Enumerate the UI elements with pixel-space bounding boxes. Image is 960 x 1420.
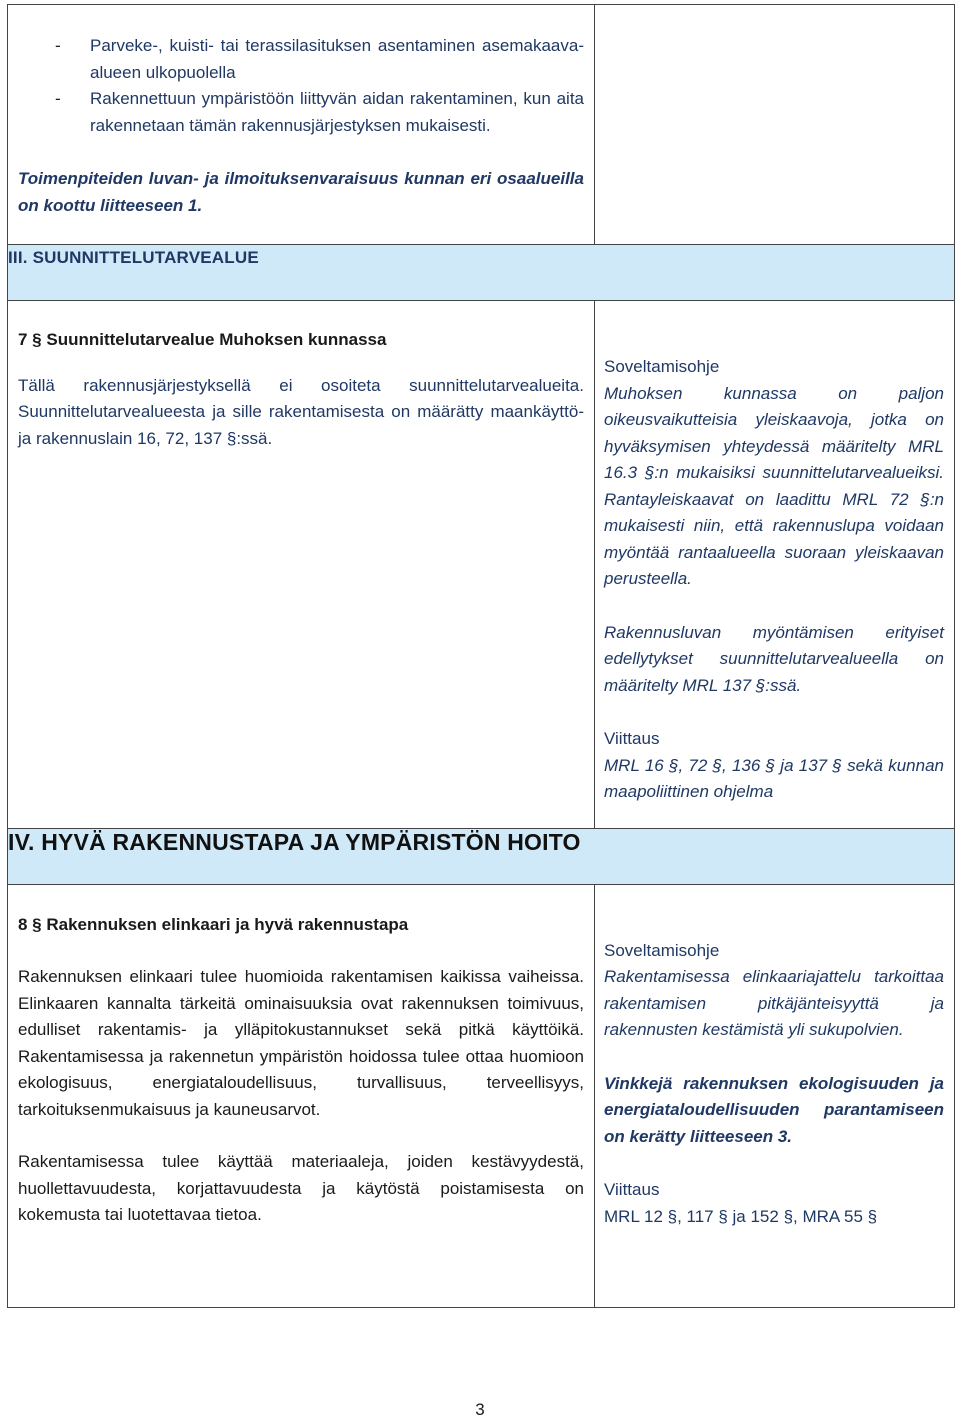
section-4-sidebar-cell <box>595 884 955 1307</box>
guidance-text: Rakentamisessa elinkaariajattelu tarkoittaa rakentamisen pitkäjänteisyyttä ja rakennusten kestämistä yli sukupolvien. <box>604 967 944 1039</box>
section-8-title: 8 § Rakennuksen elinkaari ja hyvä rakennustapa <box>18 914 409 934</box>
guidance-text: Muhoksen kunnassa on paljon oikeusvaikutteisia yleiskaavoja, jotka on hyväksymisen yhteydessä määritelty MRL 16.3 §:n mukaisiksi suunnittelutarvealueiksi. Rantayleiskaavat on laadittu MRL 72 §:n mukaisesti niin, että rakennuslupa voidaan myöntää rantaalueella suoraan yleiskaavan perusteella. <box>604 383 944 588</box>
section-3-heading: III. SUUNNITTELUTARVEALUE <box>8 245 955 301</box>
section-4-main-cell <box>8 884 595 1307</box>
page-number: 3 <box>475 1400 485 1419</box>
guidance-text-2: Rakennusluvan myöntämisen erityiset edellytykset suunnittelutarvealueella on määritelty MRL 137 §:ssä. <box>604 622 944 695</box>
section-7-title: 7 § Suunnittelutarvealue Muhoksen kunnassa <box>18 330 387 349</box>
measure-list <box>18 33 584 139</box>
section-3-sidebar-cell <box>595 301 955 829</box>
reference-text: MRL 16 §, 72 §, 136 § ja 137 § sekä kunnan maapoliittinen ohjelma <box>604 755 944 801</box>
reference-label: Viittaus <box>604 1180 660 1199</box>
intro-side-cell <box>595 5 955 245</box>
section-4-band-row <box>8 828 955 884</box>
intro-row <box>8 5 955 245</box>
section-3-row <box>8 301 955 829</box>
section-3-band-row <box>8 245 955 301</box>
list-item: - Parveke-, kuisti- tai terassilasituksen asentaminen asemakaava-alueen ulkopuolella <box>55 36 584 82</box>
reference-label: Viittaus <box>604 729 660 748</box>
section-3-main-cell <box>8 301 595 829</box>
section-8-paragraph-2: Rakentamisessa tulee käyttää materiaaleja, joiden kestävyydestä, huollettavuudesta, korjattavuudesta ja käytöstä poistamisesta on kokemusta tai luotettavaa tietoa. <box>18 1152 584 1224</box>
section-4-heading: IV. HYVÄ RAKENNUSTAPA JA YMPÄRISTÖN HOITO <box>8 828 955 884</box>
appendix-tip: Vinkkejä rakennuksen ekologisuuden ja energiataloudellisuuden parantamiseen on kerätty liitteeseen 3. <box>604 1073 944 1146</box>
regulation-table <box>7 4 955 1308</box>
reference-text: MRL 12 §, 117 § ja 152 §, MRA 55 § <box>604 1206 878 1226</box>
guidance-label: Soveltamisohje <box>604 940 720 960</box>
list-item: - Rakennettuun ympäristöön liittyvän aidan rakentaminen, kun aita rakennetaan tämän rakennusjärjestyksen mukaisesti. <box>55 89 584 135</box>
guidance-label: Soveltamisohje <box>604 357 720 376</box>
section-4-row <box>8 884 955 1307</box>
appendix-note: Toimenpiteiden luvan- ja ilmoituksenvaraisuus kunnan eri osaalueilla on koottu liitteeseen 1. <box>18 169 584 215</box>
section-8-paragraph-1: Rakennuksen elinkaari tulee huomioida rakentamisen kaikissa vaiheissa. Elinkaaren kannalta tärkeitä ominaisuuksia ovat rakennuksen toimivuus, edulliset rakentamis- ja ylläpitokustannukset sekä pitkä käyttöikä. Rakentamisessa ja rakennetun ympäristön hoidossa tulee ottaa huomioon ekologisuus, energiataloudellisuus, turvallisuus, terveellisyys, tarkoituksenmukaisuus ja kauneusarvot. <box>18 967 584 1119</box>
section-7-body: Tällä rakennusjärjestyksellä ei osoiteta suunnittelutarvealueita. Suunnittelutarvealueesta ja sille rakentamisesta on määrätty maankäyttö- ja rakennuslain 16, 72, 137 §:ssä. <box>18 375 584 448</box>
intro-cell <box>8 5 595 245</box>
